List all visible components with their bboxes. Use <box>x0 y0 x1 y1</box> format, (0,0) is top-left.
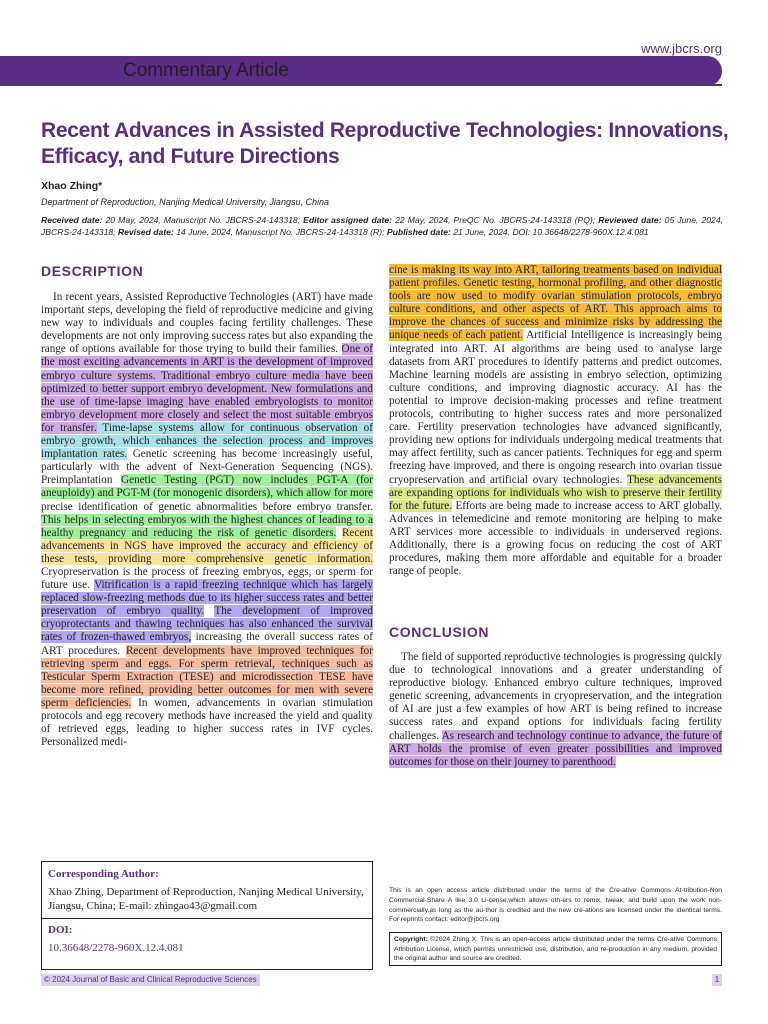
highlight-sperm-retrieval: Recent developments have improved techniques for retrieving sperm and eggs. For sperm retrieval, techniques such as Testicular Sperm Extraction (TESE) and microdissection TESE have become more refined, providing better outcomes for men with severe sperm deficiencies. <box>41 644 373 709</box>
footer-page-number: 1 <box>712 974 722 986</box>
copyright-text: ©2024 Zhing X. This is an open-access article distributed under the terms Cre-ative Commons Attribution License, which permits unrestricted use, distribution, and re-production in any medium, provided the original author and source are credited. <box>394 936 717 963</box>
author-name: Xhao Zhing* <box>41 180 103 192</box>
license-notice: This is an open access article distributed under the terms of the Cre-ative Commons At-tribution-Non Commercial-Share A like 3.0 Li-cense,which allows oth-ers to remix, tweak, and build upon the work non-commercially,as long as the au-thor is credited and the new cre-ations are licensed under the identical terms. For reprints contact: editor@jbcrs.org <box>389 887 722 924</box>
text-span: increasing the overall success rates of ART procedures. <box>41 631 373 657</box>
revised-value: 14 June, 2024, Manuscript No. JBCRS-24-143318 (R); <box>173 227 385 237</box>
highlight-cryoprotectants: The development of improved cryoprotectants and thawing techniques has also enhanced the survival rates of frozen-thawed embryos, <box>41 605 373 644</box>
text-span: Genetic screening has become increasingly useful, particularly with the advent of Next-Generation Sequencing (NGS). Preimplantation <box>41 448 373 487</box>
description-column-2 <box>389 264 722 578</box>
corresponding-author-text: Xhao Zhing, Department of Reproduction, Nanjing Medical University, Jiangsu, China; E-mail: zhingao43@gmail.com <box>48 886 364 912</box>
corresponding-author-box <box>41 861 373 970</box>
published-value: 21 June, 2024, DOI: 10.36648/2278-960X.12.4.081 <box>450 227 649 237</box>
reviewed-value: 05 June, 2024, JBCRS-24-143318; <box>41 215 723 237</box>
article-dates <box>41 214 723 238</box>
highlight-pgt: Genetic Testing (PGT) now includes PGT-A (for aneuploidy) and PGT-M (for monogenic disorders), which allow for more <box>41 474 373 500</box>
copyright-label: Copyright: <box>394 936 428 943</box>
description-paragraph-2 <box>389 264 722 578</box>
author-affiliation: Department of Reproduction, Nanjing Medical University, Jiangsu, China <box>41 197 329 207</box>
conclusion-heading: CONCLUSION <box>389 624 490 640</box>
highlight-embryo-selection: This helps in selecting embryos with the highest chances of leading to a healthy pregnancy and reducing the risk of genetic disorders. <box>41 513 373 539</box>
highlight-time-lapse: Time-lapse systems allow for continuous observation of embryo growth, which enhances the selection process and improves implantation rates. <box>41 421 374 461</box>
text-span: In women, advancements in ovarian stimulation protocols and egg recovery methods have increased the yield and quality of retrieved eggs, leading to higher success rates in IVF cycles. Personalized medi- <box>41 696 374 749</box>
text-span: Efforts are being made to increase access to ART globally. Advances in telemedicine and remote monitoring are helping to make ART services more accessible to individuals in underserved regions. Additionally, there is a growing focus on reducing the cost of ART procedures, making them more affordable and equitable for a broader range of people. <box>389 499 722 578</box>
revised-label: Revised date: <box>115 227 174 237</box>
text-span: The field of supported reproductive technologies is progressing quickly due to technological innovations and a greater understanding of reproductive biology. Enhanced embryo culture techniques, improved genetic screening, advancements in cryopreservation, and the integration of AI are just a few examples of how ART is being refined to increase success rates and expand options for individuals facing fertility challenges. <box>389 651 722 742</box>
conclusion-paragraph <box>389 651 722 769</box>
highlight-ngs: Recent advancements in NGS have improved the accuracy and efficiency of these tests, providing more comprehensive genetic information. <box>41 526 374 565</box>
editor-label: Editor assigned date: <box>300 215 392 225</box>
text-span <box>204 605 214 617</box>
description-column-1 <box>41 291 373 749</box>
received-label: Received date: <box>41 215 103 225</box>
corresponding-author-title: Corresponding Author: <box>48 868 159 880</box>
highlight-fertility-preservation: These advancements are expanding options for individuals who wish to preserve their fertility for the future. <box>389 473 722 512</box>
header-inner <box>116 0 722 30</box>
header-bar <box>0 56 722 86</box>
text-span: In recent years, Assisted Reproductive Technologies (ART) have made important steps, developing the field of reproductive medicine and giving new way to individuals and couples facing fertility challenges. These developments are not only improving success rates but also expanding the range of options available for those trying to build their families. <box>41 291 373 356</box>
editor-value: 22 May, 2024, PreQC No. JBCRS-24-143318 (PQ); <box>392 215 596 225</box>
published-label: Published date: <box>384 227 451 237</box>
reviewed-label: Reviewed date: <box>595 215 662 225</box>
description-heading: DESCRIPTION <box>41 263 144 279</box>
doi-link[interactable]: 10.36648/2278-960X.12.4.081 <box>48 942 184 954</box>
highlight-personalized-medicine: cine is making its way into ART, tailoring treatments based on individual patient profiles. Genetic testing, hormonal profiling, and other diagnostic tools are now used to modify ovarian stimulation protocols, embryo culture conditions, and other aspects of ART. This approach aims to improve the chances of success and minimize risks by addressing the unique needs of each patient. <box>389 264 722 342</box>
footer-journal: © 2024 Journal of Basic and Clinical Reproductive Sciences <box>41 974 260 986</box>
text-span: precise identification of genetic abnormalities before embryo transfer. <box>41 500 373 513</box>
article-type-label: Commentary Article <box>123 60 289 81</box>
received-value: 20 May, 2024, Manuscript No. JBCRS-24-143318; <box>102 215 301 225</box>
highlight-future-of-art: As research and technology continue to advance, the future of ART holds the promise of even greater possibilities and improved outcomes for those on their journey to parenthood. <box>389 729 722 768</box>
text-span: Artificial Intelligence is increasingly being integrated into ART. AI algorithms are being used to analyse large datasets from ART procedures to identify patterns and predict outcomes. Machine learning models are assisting in embryo selection, optimizing culture conditions, and improving diagnostic accuracy. AI has the potential to improve decision-making processes and refine treatment protocols, contributing to higher success rates and more personalized care. Fertility preservation technologies have advanced significantly, providing new options for individuals undergoing medical treatments that may affect fertility, such as cancer patients. Techniques for egg and sperm freezing have improved, and there is ongoing research into ovarian tissue cryopreservation and artificial ovary technologies. <box>389 329 722 486</box>
site-url[interactable]: www.jbcrs.org <box>641 41 722 56</box>
article-title: Recent Advances in Assisted Reproductive Technologies: Innovations, Efficacy, and Future Directions <box>41 119 729 168</box>
conclusion-column <box>389 651 722 769</box>
description-paragraph-1 <box>41 291 373 749</box>
copyright-box <box>389 932 722 966</box>
doi-title: DOI: <box>48 924 73 936</box>
text-span: Cryopreservation is the process of freezing embryos, eggs, or sperm for future use. <box>41 565 373 592</box>
highlight-vitrification: Vitrification is a rapid freezing technique which has largely replaced slow-freezing methods due to its higher success rates and better preservation of embryo quality. <box>41 579 373 618</box>
highlight-embryo-culture: One of the most exciting advancements in ART is the development of improved embryo culture systems. Traditional embryo culture media have been optimized to better support embryo development. New formulations and the use of time-lapse imaging have enabled embryologists to monitor embryo development more closely and select the most suitable embryos for transfer. <box>41 343 373 434</box>
box-divider <box>42 918 372 919</box>
